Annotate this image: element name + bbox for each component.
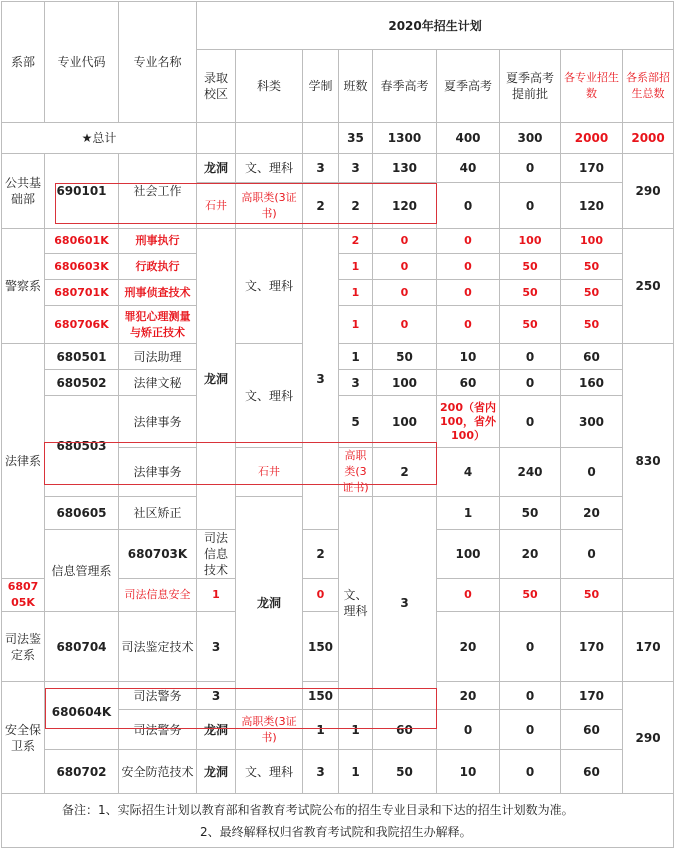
spring: 100 — [373, 370, 437, 396]
summer: 0 — [437, 280, 500, 306]
notes-row — [2, 794, 674, 848]
total-per-dept: 2000 — [623, 123, 674, 154]
classes: 5 — [339, 396, 373, 448]
subject: 文、理科 — [236, 750, 303, 794]
summer: 0 — [437, 183, 500, 229]
classes: 3 — [197, 612, 236, 682]
summer-early: 50 — [500, 306, 561, 344]
total-summer: 400 — [437, 123, 500, 154]
summer-early: 50 — [500, 280, 561, 306]
summer: 40 — [437, 154, 500, 183]
table-row — [2, 682, 674, 710]
major-code: 680702 — [45, 750, 119, 794]
major-name: 罪犯心理测量与矫正技术 — [119, 306, 197, 344]
table-row — [2, 530, 674, 579]
per-major: 100 — [561, 229, 623, 254]
dept-law: 法律系 — [2, 344, 45, 579]
spring: 150 — [303, 682, 339, 710]
table-row — [2, 497, 674, 530]
classes: 3 — [339, 154, 373, 183]
major-code: 680503 — [45, 396, 119, 497]
dept-forensic: 司法鉴定系 — [2, 612, 45, 682]
total-label: ★总计 — [2, 123, 197, 154]
header-classes: 班数 — [339, 50, 373, 123]
major-name: 法律事务 — [119, 448, 197, 497]
classes: 1 — [197, 579, 236, 612]
per-major: 160 — [561, 370, 623, 396]
classes: 1 — [437, 497, 500, 530]
summer-early: 50 — [500, 254, 561, 280]
campus: 龙洞 — [197, 710, 236, 750]
header-plan-title: 2020年招生计划 — [197, 2, 674, 50]
per-major: 300 — [561, 396, 623, 448]
classes: 1 — [339, 710, 373, 750]
dept-total-security: 290 — [623, 682, 674, 794]
subject: 文、理科 — [236, 344, 303, 448]
table-row — [2, 306, 674, 344]
major-code: 680501 — [45, 344, 119, 370]
total-spring: 1300 — [373, 123, 437, 154]
spring: 100 — [373, 396, 437, 448]
spring: 0 — [373, 229, 437, 254]
summer: 0 — [561, 448, 623, 497]
summer: 10 — [437, 344, 500, 370]
major-name: 司法助理 — [119, 344, 197, 370]
per-major: 50 — [561, 306, 623, 344]
summer-early: 0 — [500, 344, 561, 370]
major-code: 680704 — [45, 612, 119, 682]
spring: 130 — [373, 154, 437, 183]
campus: 龙洞 — [197, 750, 236, 794]
years: 2 — [373, 448, 437, 497]
major-name: 司法信息安全 — [119, 579, 197, 612]
major-code: 690101 — [45, 154, 119, 229]
campus: 龙洞 — [236, 497, 303, 710]
subject: 高职类(3证书) — [236, 710, 303, 750]
summer-early: 0 — [500, 183, 561, 229]
dept-total-police: 250 — [623, 229, 674, 344]
major-name: 司法鉴定技术 — [119, 612, 197, 682]
summer: 0 — [437, 254, 500, 280]
classes: 1 — [339, 254, 373, 280]
classes: 1 — [339, 306, 373, 344]
header-summer-early: 夏季高考提前批 — [500, 50, 561, 123]
header-dept: 系部 — [2, 2, 45, 123]
spring: 0 — [373, 280, 437, 306]
per-major: 50 — [561, 254, 623, 280]
enrollment-plan-table — [1, 1, 674, 848]
classes: 2 — [339, 229, 373, 254]
table-row — [2, 254, 674, 280]
summer-early: 50 — [500, 579, 561, 612]
major-name: 司法警务 — [119, 682, 197, 710]
per-major: 170 — [561, 682, 623, 710]
header-per-major: 各专业招生数 — [561, 50, 623, 123]
major-name: 司法信息技术 — [197, 530, 236, 579]
per-major: 170 — [561, 154, 623, 183]
spring: 50 — [373, 344, 437, 370]
campus: 石井 — [236, 448, 303, 497]
major-name: 刑事执行 — [119, 229, 197, 254]
header-years: 学制 — [303, 50, 339, 123]
campus: 龙洞 — [197, 229, 236, 530]
spring: 120 — [373, 183, 437, 229]
classes: 3 — [339, 370, 373, 396]
summer: 10 — [437, 750, 500, 794]
total-summer-early: 300 — [500, 123, 561, 154]
classes: 1 — [339, 344, 373, 370]
note-line-1: 备注：1、实际招生计划以教育部和省教育考试院公布的招生专业目录和下达的招生计划数为准。 — [62, 802, 574, 817]
major-name: 刑事侦查技术 — [119, 280, 197, 306]
major-code: 680603K — [45, 254, 119, 280]
per-major: 60 — [561, 710, 623, 750]
dept-info: 信息管理系 — [45, 530, 119, 612]
subject: 文、理科 — [339, 497, 373, 710]
summer-early: 0 — [500, 612, 561, 682]
spring: 0 — [303, 579, 339, 612]
summer: 60 — [437, 370, 500, 396]
dept-security: 安全保卫系 — [2, 682, 45, 794]
classes: 1 — [339, 280, 373, 306]
spring: 240 — [500, 448, 561, 497]
table-row — [2, 750, 674, 794]
dept-total-forensic: 170 — [623, 612, 674, 682]
notes — [2, 794, 674, 848]
spring: 150 — [303, 612, 339, 682]
total-per-major: 2000 — [561, 123, 623, 154]
major-code: 680605 — [45, 497, 119, 530]
major-name: 社会工作 — [119, 154, 197, 229]
per-major: 50 — [561, 280, 623, 306]
header-name: 专业名称 — [119, 2, 197, 123]
header-code: 专业代码 — [45, 2, 119, 123]
years: 2 — [303, 183, 339, 229]
per-major: 170 — [561, 612, 623, 682]
header-subject: 科类 — [236, 50, 303, 123]
classes: 2 — [339, 183, 373, 229]
summer: 20 — [437, 612, 500, 682]
subject: 高职类(3证书) — [339, 448, 373, 497]
years: 3 — [303, 229, 339, 530]
header-per-dept: 各系部招生总数 — [623, 50, 674, 123]
spring: 50 — [373, 750, 437, 794]
summer: 200（省内100，省外100） — [437, 396, 500, 448]
spring: 50 — [500, 497, 561, 530]
campus: 石井 — [197, 183, 236, 229]
summer: 20 — [561, 497, 623, 530]
campus: 龙洞 — [197, 154, 236, 183]
classes: 2 — [303, 530, 339, 579]
subject: 文、理科 — [236, 154, 303, 183]
spring: 0 — [373, 306, 437, 344]
summer-early: 0 — [500, 710, 561, 750]
dept-total-law: 830 — [623, 344, 674, 579]
total-classes: 35 — [339, 123, 373, 154]
summer-early: 0 — [500, 396, 561, 448]
table-row — [2, 280, 674, 306]
summer: 0 — [437, 710, 500, 750]
major-name: 法律事务 — [119, 396, 197, 448]
summer-early: 0 — [500, 682, 561, 710]
summer: 0 — [437, 579, 500, 612]
header-campus: 录取校区 — [197, 50, 236, 123]
header-spring: 春季高考 — [373, 50, 437, 123]
table-row — [2, 229, 674, 254]
summer: 0 — [437, 306, 500, 344]
major-code: 680701K — [45, 280, 119, 306]
major-code: 680502 — [45, 370, 119, 396]
classes: 3 — [197, 682, 236, 710]
major-name: 安全防范技术 — [119, 750, 197, 794]
summer-early: 100 — [500, 229, 561, 254]
major-name: 社区矫正 — [119, 497, 197, 530]
major-name: 行政执行 — [119, 254, 197, 280]
per-major: 60 — [561, 344, 623, 370]
header-summer: 夏季高考 — [437, 50, 500, 123]
subject: 文、理科 — [236, 229, 303, 344]
summer-early: 0 — [500, 370, 561, 396]
major-code: 680703K — [119, 530, 197, 579]
major-name: 法律文秘 — [119, 370, 197, 396]
summer: 20 — [500, 530, 561, 579]
subject: 高职类(3证书) — [236, 183, 303, 229]
per-major: 60 — [561, 750, 623, 794]
major-name: 司法警务 — [119, 710, 197, 750]
summer-early: 0 — [561, 530, 623, 579]
spring: 100 — [437, 530, 500, 579]
major-code: 680705K — [2, 579, 45, 612]
table-row — [2, 344, 674, 370]
dept-basic: 公共基础部 — [2, 154, 45, 229]
summer-early: 0 — [500, 750, 561, 794]
table-row — [2, 370, 674, 396]
classes: 1 — [339, 750, 373, 794]
spring: 0 — [373, 254, 437, 280]
table-row — [2, 154, 674, 183]
spring: 60 — [373, 710, 437, 750]
dept-police: 警察系 — [2, 229, 45, 344]
major-code: 680601K — [45, 229, 119, 254]
per-major: 50 — [561, 579, 623, 612]
summer: 20 — [437, 682, 500, 710]
summer-early: 0 — [500, 154, 561, 183]
table-row — [2, 396, 674, 448]
summer: 0 — [437, 229, 500, 254]
years: 3 — [303, 750, 339, 794]
major-code: 680706K — [45, 306, 119, 344]
years: 1 — [303, 710, 339, 750]
major-code: 680604K — [45, 682, 119, 750]
classes: 4 — [437, 448, 500, 497]
years: 3 — [303, 154, 339, 183]
dept-total-basic: 290 — [623, 154, 674, 229]
table-row — [2, 612, 674, 682]
per-major: 120 — [561, 183, 623, 229]
note-line-2: 2、最终解释权归省教育考试院和我院招生办解释。 — [200, 824, 472, 839]
years: 3 — [373, 497, 437, 710]
